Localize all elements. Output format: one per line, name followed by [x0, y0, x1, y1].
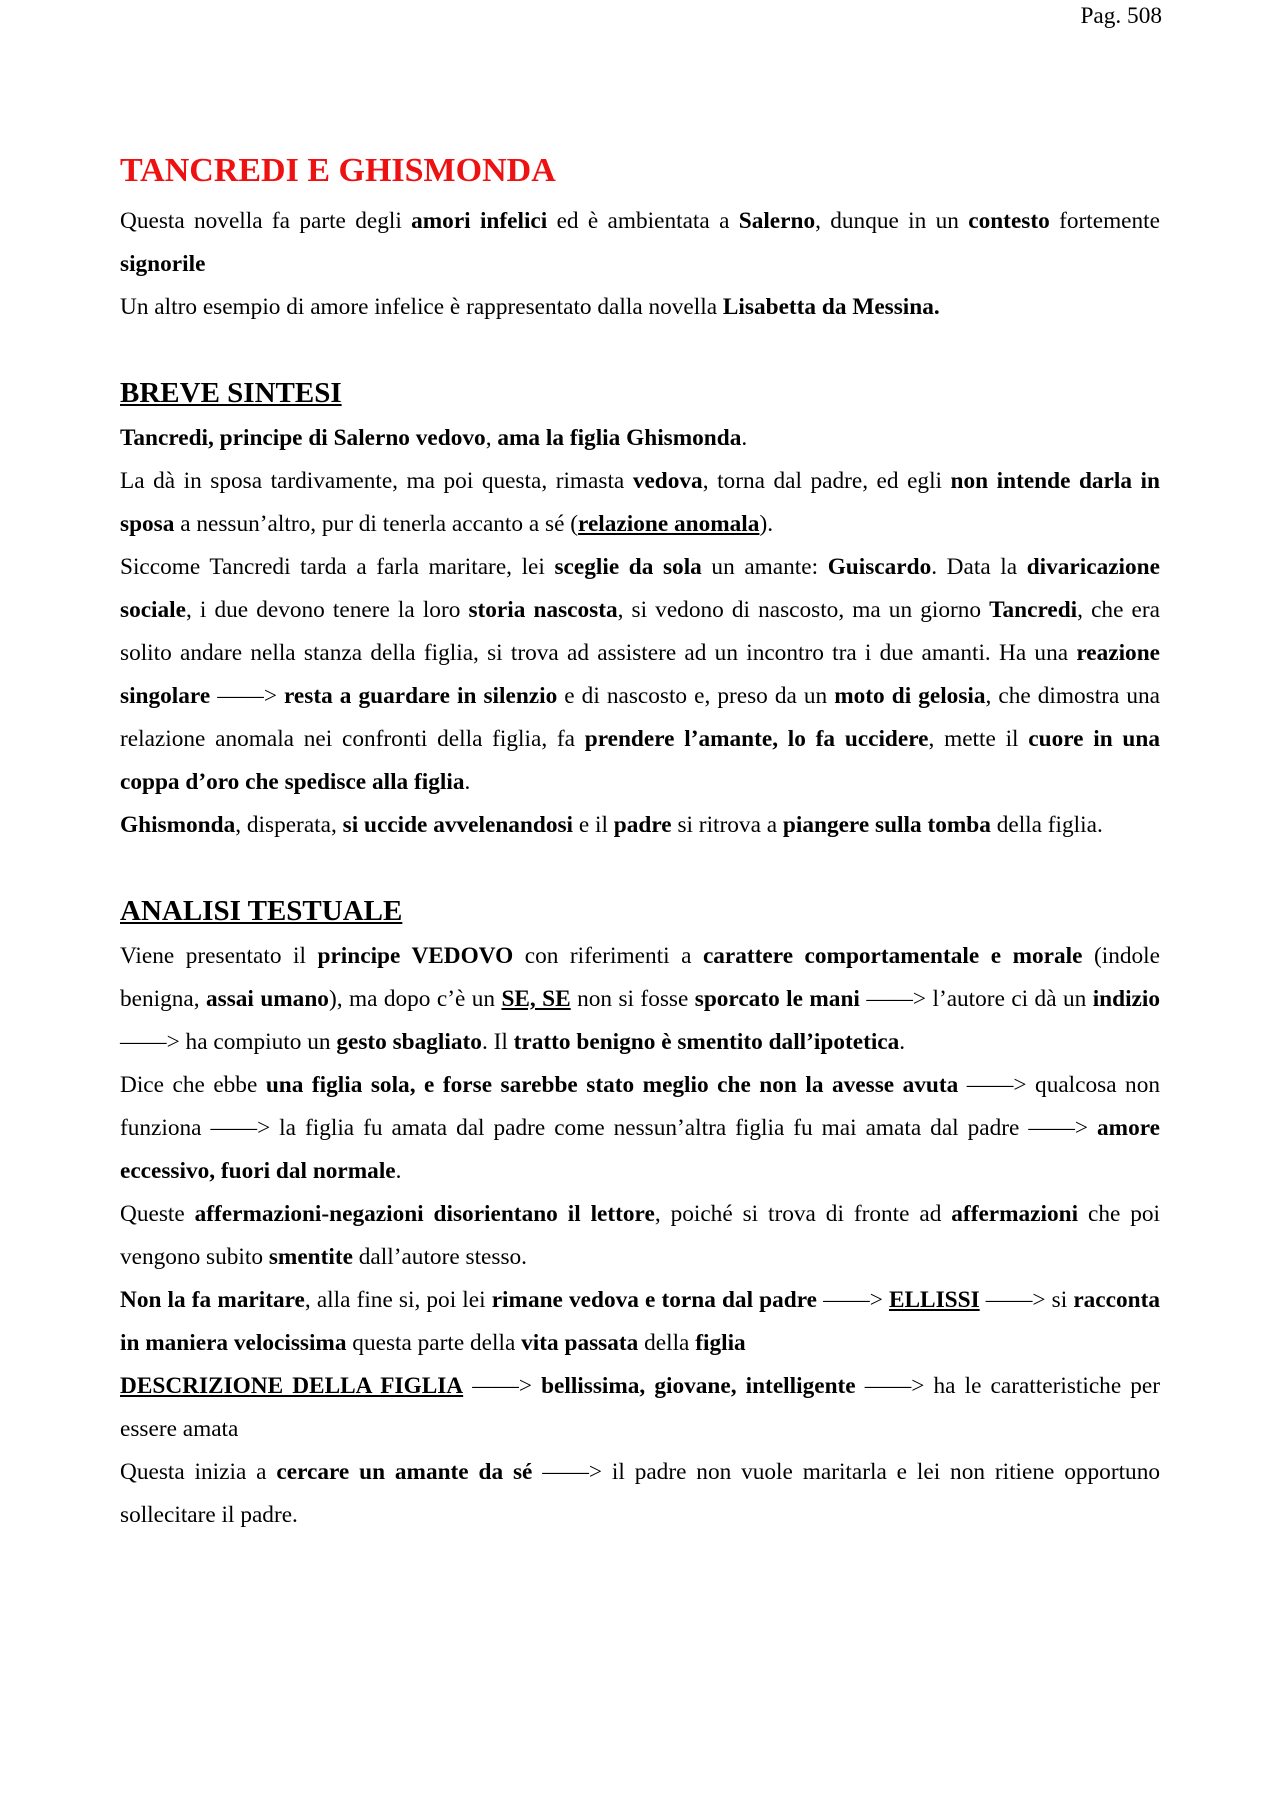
- bold-text: Ghismonda: [120, 812, 236, 838]
- bold-text: figlia: [695, 1330, 746, 1356]
- paragraph: [120, 460, 1160, 546]
- text-run: , che dimostra una relazione anomala nei confronti della figlia, fa: [120, 683, 1160, 752]
- bold-text: affermazioni: [951, 1201, 1079, 1227]
- bold-text: carattere comportamentale e morale: [702, 943, 1083, 969]
- paragraph: [120, 804, 1160, 847]
- bold-text: cuore in una coppa d’oro che spedisce alla figlia: [120, 726, 1160, 795]
- bold-text: signorile: [120, 251, 206, 277]
- text-run: della figlia.: [990, 812, 1103, 838]
- bold-text: resta a guardare in silenzio: [284, 683, 558, 709]
- text-run: e il: [573, 812, 614, 838]
- text-run: con riferimenti a: [513, 943, 703, 969]
- underlined-bold-text: DESCRIZIONE DELLA FIGLIA: [120, 1373, 464, 1399]
- text-run: ——> l’autore ci dà un: [859, 986, 1093, 1012]
- bold-text: racconta in maniera velocissima: [120, 1287, 1160, 1356]
- text-run: ), ma dopo c’è un: [328, 986, 502, 1012]
- document-title: TANCREDI E GHISMONDA: [120, 152, 556, 189]
- bold-text: indizio: [1092, 986, 1161, 1012]
- text-run: , mette il: [928, 726, 1029, 752]
- text-run: ——>: [210, 683, 285, 709]
- text-run: ——>: [817, 1287, 889, 1313]
- paragraph: [120, 1365, 1160, 1451]
- bold-text: Non la fa maritare: [120, 1287, 305, 1313]
- bold-text: Tancredi, principe di Salerno vedovo: [120, 425, 486, 451]
- bold-text: cercare un amante da sé: [276, 1459, 533, 1485]
- bold-text: vita passata: [521, 1330, 639, 1356]
- underlined-bold-text: SE, SE: [501, 986, 571, 1012]
- paragraph: [120, 200, 1160, 286]
- bold-text: amori infelici: [411, 208, 548, 234]
- bold-text: contesto: [968, 208, 1050, 234]
- text-run: che poi vengono subito: [120, 1201, 1160, 1270]
- bold-text: principe VEDOVO: [317, 943, 514, 969]
- underlined-bold-text: relazione anomala: [578, 511, 760, 537]
- text-run: ed è ambientata a: [547, 208, 739, 234]
- text-run: La dà in sposa tardivamente, ma poi questa, rimasta: [120, 468, 633, 494]
- paragraph: [120, 1279, 1160, 1365]
- text-run: , alla fine si, poi lei: [304, 1287, 492, 1313]
- paragraph: [120, 417, 1160, 460]
- text-run: , torna dal padre, ed egli: [702, 468, 951, 494]
- bold-text: tratto benigno è smentito dall’ipotetica: [513, 1029, 900, 1055]
- bold-text: amore eccessivo, fuori dal normale: [120, 1115, 1160, 1184]
- text-run: della: [638, 1330, 696, 1356]
- bold-text: storia nascosta: [468, 597, 618, 623]
- page-number: Pag. 508: [1080, 3, 1162, 29]
- bold-text: una figlia sola, e forse sarebbe stato meglio che non la avesse avuta: [265, 1072, 959, 1098]
- text-run: ——>: [463, 1373, 542, 1399]
- text-run: ——> il padre non vuole maritarla e lei non ritiene opportuno sollecitare il padre.: [120, 1459, 1160, 1528]
- document-body: [120, 148, 1160, 1537]
- paragraph: [120, 1451, 1160, 1537]
- text-run: , poiché si trova di fronte ad: [654, 1201, 952, 1227]
- text-run: , si vedono di nascosto, ma un giorno: [617, 597, 990, 623]
- text-run: ——> qualcosa non funziona ——> la figlia fu amata dal padre come nessun’altra figlia fu mai amata dal padre ——>: [120, 1072, 1161, 1141]
- paragraph: [120, 546, 1160, 804]
- bold-text: prendere l’amante, lo fa uccidere: [584, 726, 929, 752]
- bold-text: Lisabetta da Messina.: [722, 294, 940, 320]
- bold-text: Salerno: [738, 208, 816, 234]
- text-run: un amante:: [701, 554, 828, 580]
- bold-text: vedova: [632, 468, 703, 494]
- text-run: Queste: [120, 1201, 195, 1227]
- bold-text: bellissima, giovane, intelligente: [541, 1373, 856, 1399]
- text-run: Questa novella fa parte degli: [120, 208, 412, 234]
- paragraph: [120, 1193, 1160, 1279]
- text-run: , dunque in un: [815, 208, 969, 234]
- spacer: [120, 847, 1160, 891]
- bold-text: piangere sulla tomba: [782, 812, 991, 838]
- text-run: , disperata,: [235, 812, 343, 838]
- bold-text: Guiscardo: [827, 554, 932, 580]
- bold-text: rimane vedova e torna dal padre: [491, 1287, 817, 1313]
- spacer: [120, 329, 1160, 373]
- bold-text: affermazioni-negazioni disorientano il lettore: [194, 1201, 655, 1227]
- paragraph: [120, 286, 1160, 329]
- text-run: (indole benigna,: [120, 943, 1160, 1012]
- text-run: Un altro esempio di amore infelice è rappresentato dalla novella: [120, 294, 723, 320]
- text-run: si ritrova a: [671, 812, 783, 838]
- text-run: dall’autore stesso.: [352, 1244, 527, 1270]
- bold-text: assai umano: [206, 986, 329, 1012]
- text-run: .: [395, 1158, 402, 1184]
- text-run: fortemente: [1049, 208, 1160, 234]
- text-run: .: [741, 425, 748, 451]
- text-run: .: [464, 769, 471, 795]
- text-run: .: [899, 1029, 906, 1055]
- bold-text: moto di gelosia: [834, 683, 986, 709]
- text-run: a nessun’altro, pur di tenerla accanto a sé (: [174, 511, 579, 537]
- text-run: Dice che ebbe: [120, 1072, 266, 1098]
- text-run: ——> ha compiuto un: [120, 1029, 337, 1055]
- text-run: questa parte della: [346, 1330, 522, 1356]
- text-run: Viene presentato il: [120, 943, 318, 969]
- bold-text: reazione singolare: [120, 640, 1160, 709]
- bold-text: sporcato le mani: [694, 986, 860, 1012]
- bold-text: Tancredi: [989, 597, 1078, 623]
- bold-text: non intende darla in sposa: [120, 468, 1160, 537]
- analisi-section: [120, 935, 1160, 1537]
- text-run: . Data la: [931, 554, 1027, 580]
- bold-text: divaricazione sociale: [120, 554, 1160, 623]
- section-heading-sintesi: BREVE SINTESI: [120, 377, 342, 409]
- underlined-bold-text: ELLISSI: [888, 1287, 980, 1313]
- bold-text: sceglie da sola: [554, 554, 702, 580]
- paragraph: [120, 935, 1160, 1064]
- bold-text: gesto sbagliato: [336, 1029, 482, 1055]
- text-run: Siccome Tancredi tarda a farla maritare, lei: [120, 554, 555, 580]
- text-run: . Il: [481, 1029, 514, 1055]
- intro-section: [120, 200, 1160, 329]
- bold-text: si uccide avvelenandosi: [342, 812, 574, 838]
- text-run: ,: [485, 425, 498, 451]
- text-run: , che era solito andare nella stanza della figlia, si trova ad assistere ad un incontro tra i due amanti. Ha una: [120, 597, 1160, 666]
- section-heading-analisi: ANALISI TESTUALE: [120, 895, 403, 927]
- text-run: e di nascosto e, preso da un: [557, 683, 835, 709]
- text-run: Questa inizia a: [120, 1459, 277, 1485]
- text-run: ——> si: [979, 1287, 1074, 1313]
- bold-text: padre: [613, 812, 672, 838]
- bold-text: ama la figlia Ghismonda: [497, 425, 742, 451]
- text-run: ——> ha le caratteristiche per essere amata: [120, 1373, 1160, 1442]
- text-run: , i due devono tenere la loro: [186, 597, 469, 623]
- text-run: non si fosse: [570, 986, 695, 1012]
- sintesi-section: [120, 417, 1160, 847]
- text-run: ).: [759, 511, 774, 537]
- paragraph: [120, 1064, 1160, 1193]
- bold-text: smentite: [268, 1244, 353, 1270]
